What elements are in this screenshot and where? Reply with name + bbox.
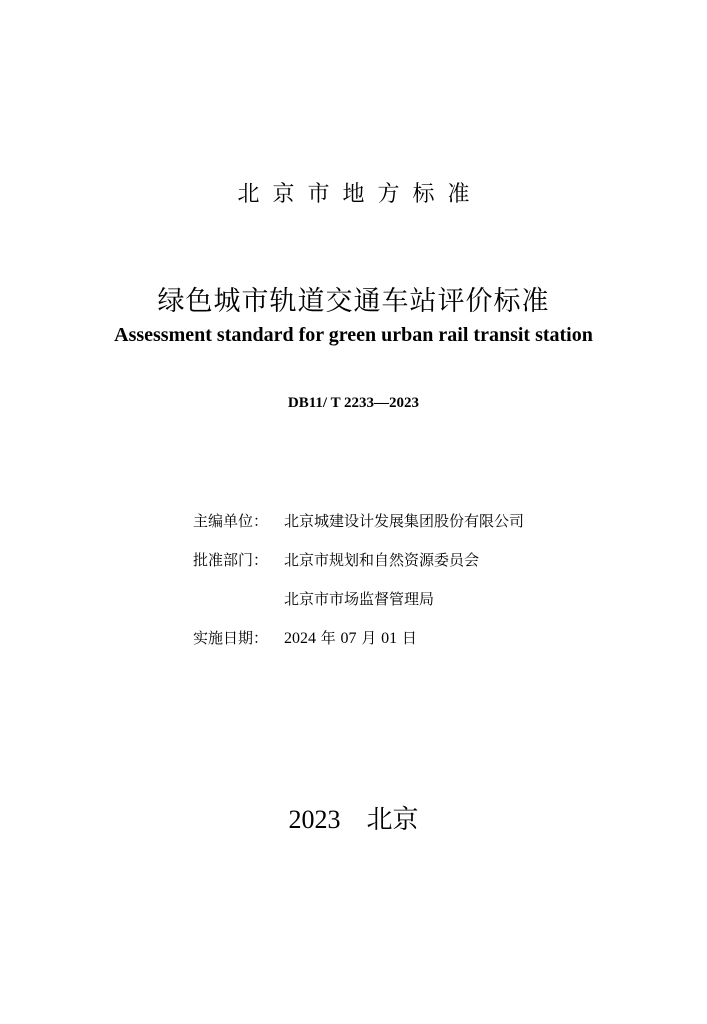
approver-label: 批准部门： xyxy=(193,551,269,569)
editor-value: 北京城建设计发展集团股份有限公司 xyxy=(284,512,525,530)
approver-value-2: 北京市市场监督管理局 xyxy=(284,590,435,608)
footer xyxy=(0,802,707,838)
date-year: 2024 xyxy=(284,630,316,647)
approver-row-2 xyxy=(284,588,434,610)
title-english: Assessment standard for green urban rail transit station xyxy=(114,324,593,346)
date-year-unit: 年 xyxy=(316,629,341,647)
document-header: 北京市地方标准 xyxy=(237,182,483,207)
date-label: 实施日期： xyxy=(193,629,269,647)
footer-city: 北京 xyxy=(366,805,419,835)
date-month: 07 xyxy=(340,630,357,647)
date-day-unit: 日 xyxy=(397,629,417,647)
date-month-unit: 月 xyxy=(356,629,382,647)
date-day: 01 xyxy=(381,630,398,647)
date-value xyxy=(284,627,417,650)
title-chinese: 绿色城市轨道交通车站评价标准 xyxy=(157,286,550,317)
approver-value-1: 北京市规划和自然资源委员会 xyxy=(284,551,480,569)
standard-code: DB11/ T 2233—2023 xyxy=(287,395,420,411)
footer-year: 2023 xyxy=(288,805,341,834)
editor-label: 主编单位： xyxy=(193,512,269,530)
approver-row xyxy=(193,549,479,571)
editor-row xyxy=(193,510,524,532)
date-row xyxy=(193,627,417,650)
